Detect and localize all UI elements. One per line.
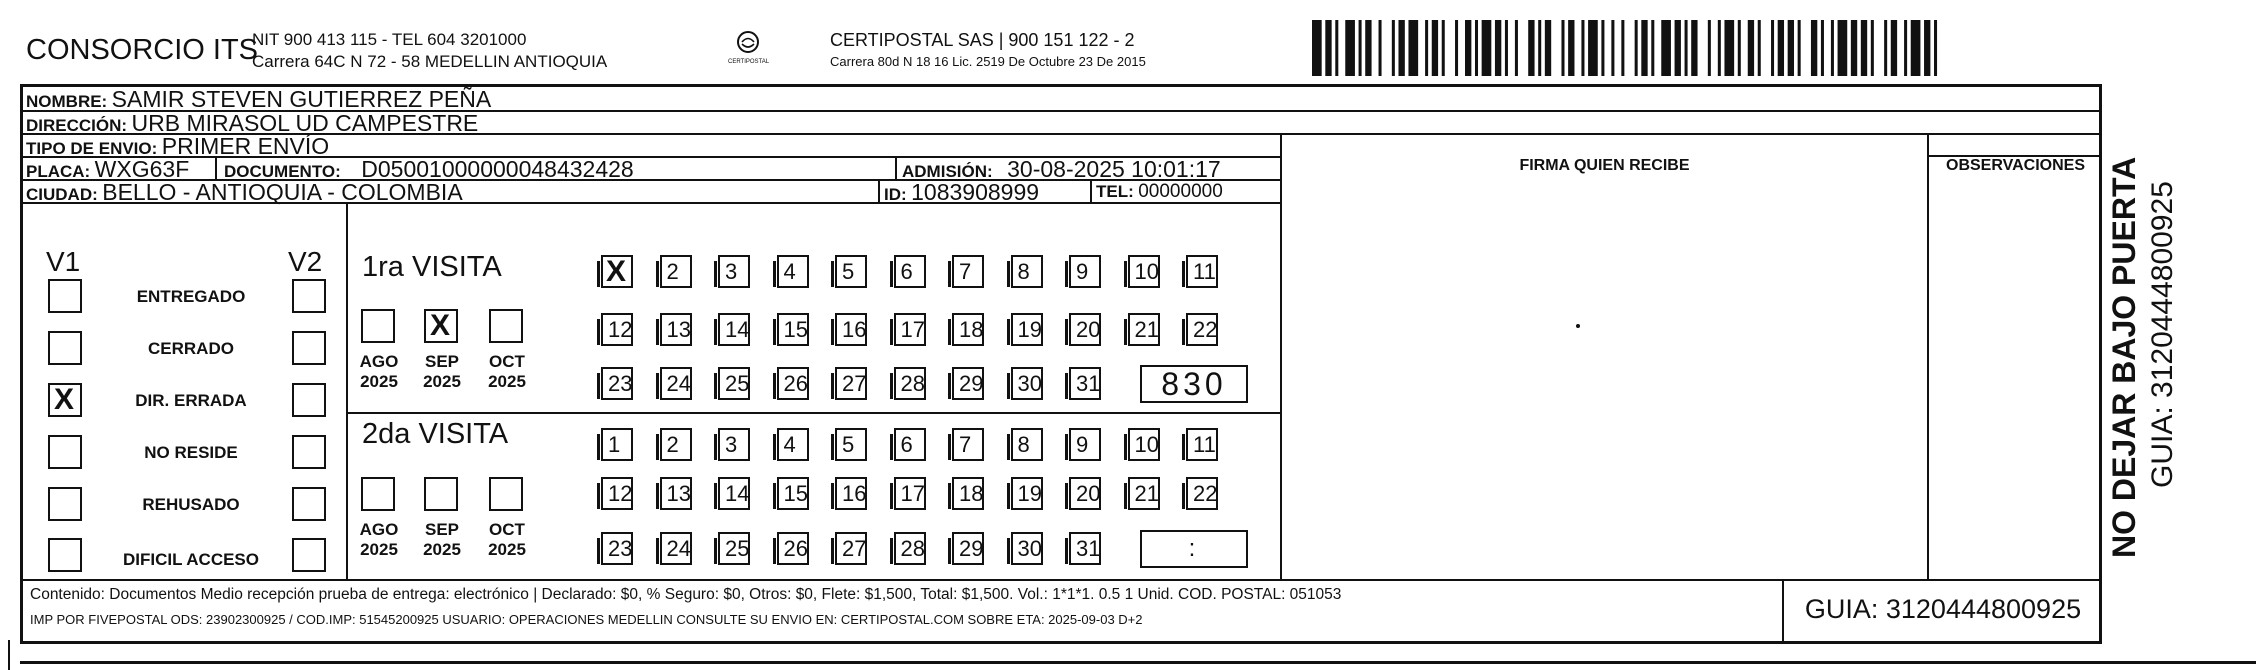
visit2-day-box[interactable]: 6 (894, 428, 926, 461)
barcode-bar (1811, 20, 1817, 76)
barcode-bar (1685, 20, 1688, 76)
visit2-day-box[interactable]: 4 (777, 428, 809, 461)
footer-imp: IMP POR FIVEPOSTAL ODS: 23902300925 / COD.IMP: 51545200925 USUARIO: OPERACIONES MEDELLIN CONSULTE SU ENVIO EN: CERTIPOSTAL.COM SOBRE ETA: 2025-09-03 D+2 (30, 612, 1143, 627)
visit2-day-box[interactable]: 7 (952, 428, 984, 461)
barcode-bar (1335, 20, 1338, 76)
status-v1-checkbox[interactable] (48, 435, 82, 469)
barcode-bar (1691, 20, 1697, 76)
observaciones-header: OBSERVACIONES (1946, 157, 2085, 174)
status-v1-checkbox[interactable] (48, 538, 82, 572)
ciudad-row (26, 179, 463, 205)
barcode-bar (1708, 20, 1711, 76)
tel-row (1096, 180, 1223, 202)
barcode-bar (1538, 20, 1541, 76)
id-value: 1083908999 (911, 179, 1040, 205)
visit1-day-box[interactable]: 21 (1128, 313, 1160, 346)
placa-row (26, 156, 190, 182)
id-label: ID: (884, 185, 907, 204)
visit2-day-box[interactable]: 26 (777, 532, 809, 565)
company-name: CONSORCIO ITS (26, 34, 259, 66)
visit1-month-label (416, 352, 468, 392)
direccion-value: URB MIRASOL UD CAMPESTRE (131, 110, 479, 136)
firma-header: FIRMA QUIEN RECIBE (1519, 157, 1690, 174)
visit2-day-box[interactable]: 16 (835, 477, 867, 510)
tipo-row (26, 133, 329, 157)
month-name: SEP (424, 352, 460, 371)
barcode-bar (1831, 20, 1834, 76)
barcode-bar (1924, 20, 1930, 76)
barcode-bar (1325, 20, 1331, 76)
visit1-day-box[interactable]: 16 (835, 313, 867, 346)
month-year: 2025 (360, 540, 398, 559)
footer-guia: GUIA: 3120444800925 (1804, 594, 2082, 624)
status-label: CERRADO (148, 339, 234, 358)
barcode-bar (1748, 20, 1754, 76)
status-v1-checkbox[interactable] (48, 331, 82, 365)
visit1-day-box[interactable]: 27 (835, 367, 867, 400)
status-v2-checkbox[interactable] (292, 383, 326, 417)
certipostal-logo-icon (733, 30, 763, 56)
admision-value: 30-08-2025 10:01:17 (1007, 156, 1221, 182)
barcode-bar (1432, 20, 1438, 76)
barcode-bar (1465, 20, 1471, 76)
visit1-month-checkbox[interactable] (489, 309, 523, 343)
status-v1-checkbox[interactable] (48, 383, 82, 417)
status-v2-checkbox[interactable] (292, 279, 326, 313)
visit1-day-box[interactable]: 29 (952, 367, 984, 400)
visit2-time-box[interactable]: : (1140, 530, 1248, 568)
barcode-bar (1601, 20, 1604, 76)
visit1-month-checkbox[interactable] (361, 309, 395, 343)
month-year: 2025 (488, 372, 526, 391)
visit2-day-box[interactable]: 21 (1128, 477, 1160, 510)
footer-contenido: Contenido: Documentos Medio recepción prueba de entrega: electrónico | Declarado: $0, % Seguro: $0, Otros: $0, Flete: $1,500, Total: $1,500. Vol.: 1*1*1. 0.5 1 Unid. COD. POSTAL: 051053 (30, 586, 1342, 603)
visit2-day-box[interactable]: 1 (601, 428, 633, 461)
visit2-day-box[interactable]: 5 (835, 428, 867, 461)
visit2-day-box[interactable]: 13 (660, 477, 692, 510)
barcode-bar (1545, 20, 1551, 76)
status-label: REHUSADO (142, 495, 240, 514)
documento-row (224, 156, 634, 182)
barcode-bar (1528, 20, 1534, 76)
month-year: 2025 (423, 540, 461, 559)
visit2-day-box[interactable]: 11 (1186, 428, 1218, 461)
v1-header: V1 (46, 246, 81, 277)
placa-value: WXG63F (94, 156, 190, 182)
second-visit-title: 2da VISITA (362, 418, 509, 450)
visit1-day-box[interactable]: 17 (894, 313, 926, 346)
visit1-day-box[interactable]: 22 (1186, 313, 1218, 346)
barcode-bar (1851, 20, 1857, 76)
visit2-day-box[interactable]: 14 (718, 477, 750, 510)
tel-value: 00000000 (1138, 181, 1223, 202)
barcode-bar (1482, 20, 1492, 76)
visit2-month-checkbox[interactable] (489, 477, 523, 511)
visit1-day-box[interactable]: 13 (660, 313, 692, 346)
documento-label: DOCUMENTO: (224, 162, 341, 181)
barcode-bar (1861, 20, 1867, 76)
month-name: AGO (359, 520, 399, 539)
visit1-day-box[interactable]: 8 (1011, 255, 1043, 288)
check-mark: X (54, 383, 75, 416)
barcode-bar (1392, 20, 1395, 76)
side-warning: NO DEJAR BAJO PUERTA (2106, 156, 2142, 558)
visit2-month-label (481, 520, 533, 560)
nombre-value: SAMIR STEVEN GUTIERREZ PEÑA (111, 86, 492, 112)
barcode-bar (1588, 20, 1598, 76)
barcode-bar (1821, 20, 1824, 76)
visit2-day-box[interactable]: 20 (1069, 477, 1101, 510)
barcode-bar (1651, 20, 1654, 76)
barcode-bar (1495, 20, 1501, 76)
visit1-day-box[interactable]: 5 (835, 255, 867, 288)
visit2-month-checkbox[interactable] (424, 477, 458, 511)
barcode-bar (1738, 20, 1741, 76)
tel-label: TEL: (1096, 182, 1134, 201)
month-name: SEP (424, 520, 460, 539)
barcode-bar (1345, 20, 1355, 76)
visit1-day-box[interactable]: 15 (777, 313, 809, 346)
barcode-bar (1379, 20, 1382, 76)
barcode-bar (1475, 20, 1478, 76)
barcode-bar (1312, 20, 1322, 76)
company-nit: NIT 900 413 115 - TEL 604 3201000 (252, 30, 527, 49)
visit2-day-box[interactable]: 15 (777, 477, 809, 510)
tipo-label: TIPO DE ENVIO: (26, 139, 158, 158)
visit2-day-box[interactable]: 25 (718, 532, 750, 565)
visit2-day-box[interactable]: 19 (1011, 477, 1043, 510)
barcode-bar (1398, 20, 1404, 76)
barcode (1312, 20, 1944, 76)
month-year: 2025 (423, 372, 461, 391)
ciudad-value: BELLO - ANTIOQUIA - COLOMBIA (102, 179, 463, 205)
documento-value: D05001000000048432428 (361, 156, 634, 182)
visit2-day-box[interactable]: 3 (718, 428, 750, 461)
barcode-bar (1568, 20, 1574, 76)
barcode-bar (1778, 20, 1784, 76)
visit1-day-box[interactable]: 19 (1011, 313, 1043, 346)
placa-label: PLACA: (26, 162, 91, 181)
certipostal-logo (728, 30, 768, 65)
month-name: OCT (489, 520, 525, 539)
barcode-bar (1611, 20, 1614, 76)
status-label: ENTREGADO (136, 287, 246, 306)
barcode-bar (1838, 20, 1848, 76)
barcode-bar (1635, 20, 1638, 76)
visit1-month-checkbox[interactable] (424, 309, 458, 343)
barcode-bar (1675, 20, 1681, 76)
visit1-day-box[interactable]: 25 (718, 367, 750, 400)
barcode-bar (1718, 20, 1721, 76)
barcode-bar (1561, 20, 1564, 76)
visit1-day-box[interactable]: 11 (1186, 255, 1218, 288)
signature-dot (1576, 324, 1580, 328)
visit2-day-box[interactable]: 24 (660, 532, 692, 565)
barcode-bar (1425, 20, 1428, 76)
visit1-day-box[interactable]: 6 (894, 255, 926, 288)
visit1-day-box[interactable]: 4 (777, 255, 809, 288)
barcode-bar (1359, 20, 1362, 76)
visit2-day-box[interactable]: 10 (1128, 428, 1160, 461)
admision-label: ADMISIÓN: (902, 162, 993, 181)
tipo-value: PRIMER ENVÍO (161, 133, 330, 159)
ciudad-label: CIUDAD: (26, 185, 98, 204)
visit2-day-box[interactable]: 9 (1069, 428, 1101, 461)
barcode-bar (1871, 20, 1874, 76)
visit2-day-box[interactable]: 28 (894, 532, 926, 565)
visit1-day-box[interactable]: 24 (660, 367, 692, 400)
visit1-time-box[interactable]: 830 (1140, 365, 1248, 403)
barcode-bar (1934, 20, 1937, 76)
visit1-day-box[interactable]: 10 (1128, 255, 1160, 288)
visit1-day-box[interactable]: 3 (718, 255, 750, 288)
barcode-bar (1621, 20, 1624, 76)
visit1-day-box[interactable]: 20 (1069, 313, 1101, 346)
barcode-bar (1911, 20, 1921, 76)
visit2-day-box[interactable]: 23 (601, 532, 633, 565)
status-v2-checkbox[interactable] (292, 538, 326, 572)
visit1-day-box[interactable]: 14 (718, 313, 750, 346)
month-name: OCT (489, 352, 525, 371)
visit1-month-label (353, 352, 405, 392)
visit1-day-box[interactable]: 18 (952, 313, 984, 346)
month-year: 2025 (488, 540, 526, 559)
visit2-day-box[interactable]: 27 (835, 532, 867, 565)
company-address: Carrera 64C N 72 - 58 MEDELLIN ANTIOQUIA (252, 52, 608, 71)
visit2-month-label (353, 520, 405, 560)
visit2-day-box[interactable]: 8 (1011, 428, 1043, 461)
barcode-bar (1798, 20, 1801, 76)
month-name: AGO (359, 352, 399, 371)
status-label: NO RESIDE (144, 443, 238, 462)
visit1-day-box[interactable]: 12 (601, 313, 633, 346)
nombre-row (26, 84, 491, 111)
visit1-day-box[interactable]: 9 (1069, 255, 1101, 288)
v2-header: V2 (288, 246, 323, 277)
visit1-day-box[interactable]: X (601, 255, 633, 288)
status-v2-checkbox[interactable] (292, 435, 326, 469)
nombre-label: NOMBRE: (26, 92, 108, 111)
certipostal-logo-text: CERTIPOSTAL (728, 59, 770, 65)
barcode-bar (1365, 20, 1371, 76)
status-label: DIFICIL ACCESO (122, 550, 259, 569)
visit2-day-box[interactable]: 31 (1069, 532, 1101, 565)
barcode-bar (1455, 20, 1458, 76)
admision-row (902, 156, 1221, 182)
month-year: 2025 (360, 372, 398, 391)
visit1-day-box[interactable]: 28 (894, 367, 926, 400)
barcode-bar (1442, 20, 1445, 76)
barcode-bar (1758, 20, 1761, 76)
status-v1-checkbox[interactable] (48, 279, 82, 313)
status-label: DIR. ERRADA (135, 391, 247, 410)
visit2-day-box[interactable]: 12 (601, 477, 633, 510)
status-v2-checkbox[interactable] (292, 331, 326, 365)
certipostal-title: CERTIPOSTAL SAS | 900 151 122 - 2 (830, 30, 1135, 50)
barcode-bar (1884, 20, 1887, 76)
barcode-bar (1408, 20, 1418, 76)
certipostal-address: Carrera 80d N 18 16 Lic. 2519 De Octubre 23 De 2015 (830, 54, 1146, 69)
check-mark: X (430, 309, 451, 342)
visit2-month-label (416, 520, 468, 560)
visit2-day-box[interactable]: 18 (952, 477, 984, 510)
barcode-bar (1788, 20, 1794, 76)
visit1-day-box[interactable]: 31 (1069, 367, 1101, 400)
visit1-day-box[interactable]: 30 (1011, 367, 1043, 400)
barcode-bar (1581, 20, 1584, 76)
status-v1-checkbox[interactable] (48, 487, 82, 521)
visit2-day-box[interactable]: 29 (952, 532, 984, 565)
visit2-month-checkbox[interactable] (361, 477, 395, 511)
visit2-day-box[interactable]: 30 (1011, 532, 1043, 565)
status-v2-checkbox[interactable] (292, 487, 326, 521)
visit1-day-box[interactable]: 26 (777, 367, 809, 400)
direccion-label: DIRECCIÓN: (26, 116, 128, 135)
visit1-month-label (481, 352, 533, 392)
barcode-bar (1904, 20, 1907, 76)
barcode-bar (1724, 20, 1734, 76)
side-guia: GUIA: 3120444800925 (2146, 181, 2179, 488)
visit1-day-box[interactable]: 2 (660, 255, 692, 288)
direccion-row (26, 110, 478, 134)
visit2-day-box[interactable]: 22 (1186, 477, 1218, 510)
barcode-bar (1891, 20, 1897, 76)
barcode-bar (1641, 20, 1647, 76)
visit1-day-box[interactable]: 23 (601, 367, 633, 400)
barcode-bar (1771, 20, 1774, 76)
visit2-day-box[interactable]: 17 (894, 477, 926, 510)
first-visit-title: 1ra VISITA (362, 251, 502, 283)
visit1-day-box[interactable]: 7 (952, 255, 984, 288)
barcode-bar (1661, 20, 1671, 76)
barcode-bar (1515, 20, 1518, 76)
visit2-day-box[interactable]: 2 (660, 428, 692, 461)
barcode-bar (1505, 20, 1508, 76)
id-row (884, 179, 1040, 205)
